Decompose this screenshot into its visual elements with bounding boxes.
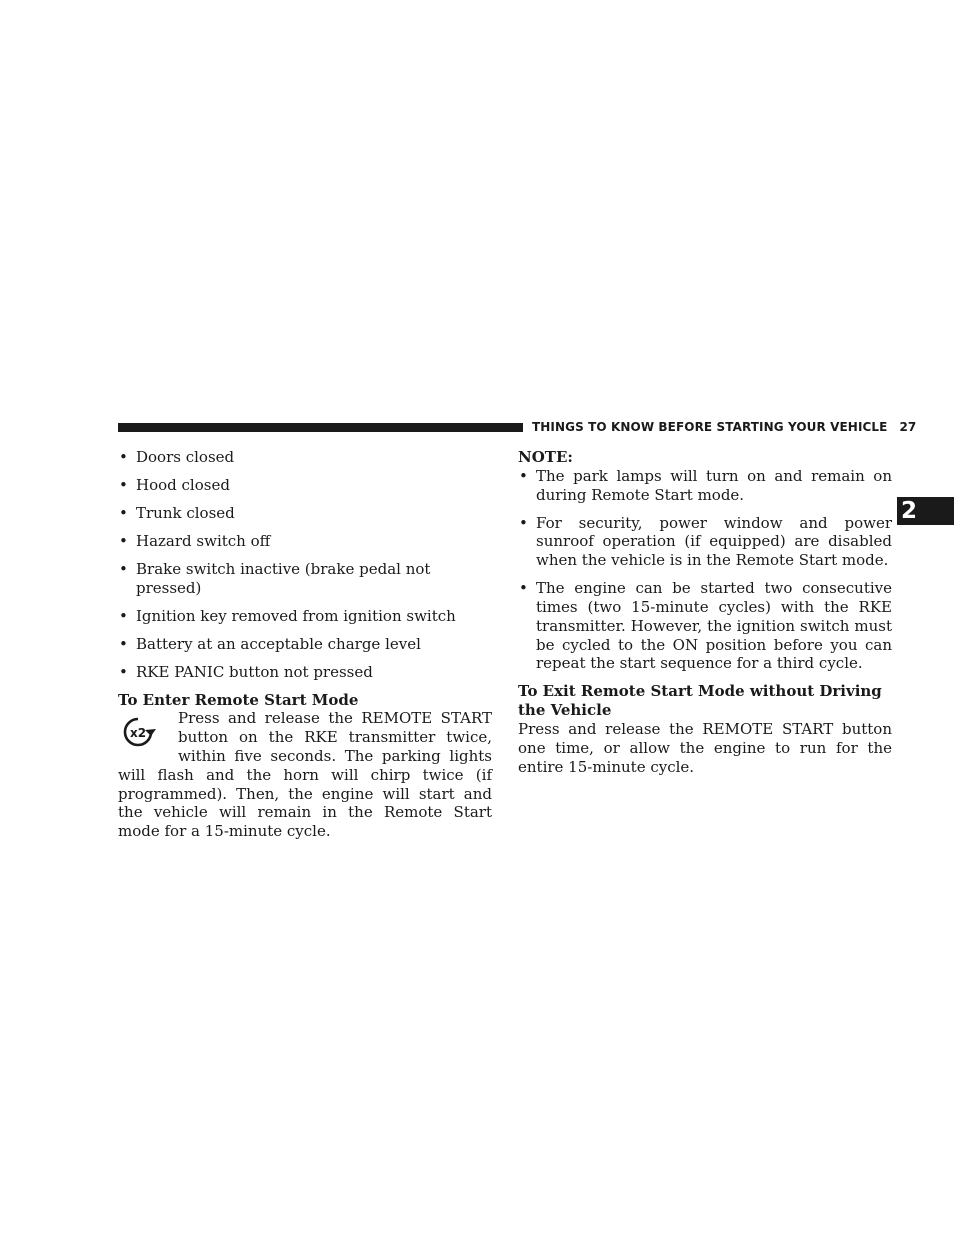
header-rule xyxy=(118,423,523,432)
chapter-tab: 2 xyxy=(897,497,954,525)
remote-start-x2-icon xyxy=(118,713,178,761)
list-item: • Ignition key removed from ignition switch xyxy=(119,606,456,625)
list-item: • Hood closed xyxy=(119,475,230,494)
list-item: • Battery at an acceptable charge level xyxy=(119,634,421,653)
list-item: • The engine can be started two consecutive times (two 15-minute cycles) with the RKE transmitter. However, the ignition switch must be cycled to the ON position before you can repeat the start sequence for a third cycle. xyxy=(519,579,892,673)
left-column xyxy=(118,448,492,841)
list-item: • RKE PANIC button not pressed xyxy=(119,662,373,681)
list-item: • Trunk closed xyxy=(119,503,235,522)
running-head xyxy=(532,420,917,434)
page-number: 27 xyxy=(899,420,917,434)
list-item: • Brake switch inactive (brake pedal not pressed) xyxy=(119,559,431,597)
enter-remote-start-heading: To Enter Remote Start Mode xyxy=(118,690,359,709)
condition-list xyxy=(118,448,492,681)
list-item: • The park lamps will turn on and remain on during Remote Start mode. xyxy=(519,466,892,504)
list-item: • Hazard switch off xyxy=(119,531,271,550)
exit-remote-start-heading: To Exit Remote Start Mode without Driving the Vehicle xyxy=(518,682,882,720)
svg-text:x2: x2 xyxy=(129,726,147,741)
note-label: NOTE: xyxy=(518,448,573,466)
list-item: • For security, power window and power sunroof operation (if equipped) are disabled when the vehicle is in the Remote Start mode. xyxy=(519,513,892,570)
section-title: THINGS TO KNOW BEFORE STARTING YOUR VEHICLE xyxy=(532,420,888,434)
note-list xyxy=(518,467,892,673)
list-item: • Doors closed xyxy=(119,448,235,466)
enter-instructions: Press and release the REMOTE START button on the RKE transmitter twice, within five seconds. The parking lights will flash and the horn will chirp twice (if programmed). Then, the engine will start and the vehicle will remain in the Remote Start mode for a 15-minute cycle. xyxy=(118,709,492,841)
right-column xyxy=(518,448,892,776)
exit-instructions: Press and release the REMOTE START button one time, or allow the engine to run for the entire 15-minute cycle. xyxy=(518,719,892,776)
